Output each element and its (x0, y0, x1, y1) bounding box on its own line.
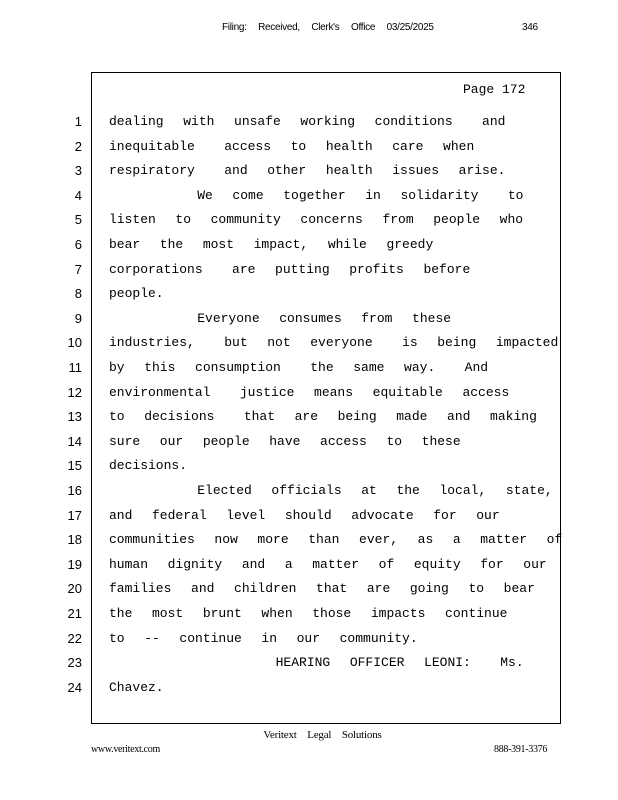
line-text: industries, but not everyone is being impacted (109, 335, 559, 351)
line-text: to -- continue in our community. (109, 630, 418, 646)
transcript-line (0, 188, 618, 212)
filing-office-2: Office (350, 22, 376, 33)
transcript-line (0, 532, 618, 556)
line-number: 12 (67, 384, 82, 400)
filing-status: Received, (258, 22, 300, 33)
line-text: by this consumption the same way. And (109, 360, 489, 375)
line-text: people. (109, 286, 164, 302)
footer-company-2: Legal (307, 729, 332, 741)
line-number: 19 (67, 556, 82, 572)
transcript-line (0, 212, 618, 236)
transcript-line (0, 335, 618, 359)
line-number: 8 (74, 286, 82, 302)
line-number: 17 (67, 507, 82, 523)
line-text: sure our people have access to these (109, 433, 461, 449)
transcript-line (0, 483, 618, 507)
transcript-line (0, 631, 618, 655)
transcript-line (0, 434, 618, 458)
line-text: Chavez. (109, 679, 164, 695)
line-number: 4 (74, 187, 82, 203)
transcript-line (0, 385, 618, 409)
transcript-line (0, 409, 618, 433)
line-number: 24 (67, 679, 82, 695)
line-text: respiratory and other health issues arise. (109, 163, 506, 179)
line-text: inequitable access to health care when (109, 138, 475, 154)
line-number: 3 (74, 163, 82, 179)
line-text: human dignity and a matter of equity for our (109, 556, 547, 572)
footer-phone: 888-391-3376 (494, 744, 548, 755)
line-number: 7 (74, 261, 82, 277)
transcript-line (0, 458, 618, 482)
line-text: Elected officials at the local, state, (109, 483, 553, 498)
line-number: 18 (67, 532, 82, 548)
transcript-line (0, 655, 618, 679)
filing-date: 03/25/2025 (386, 22, 434, 33)
line-text: decisions. (109, 458, 188, 474)
transcript-line (0, 114, 618, 138)
line-text: the most brunt when those impacts continue (109, 606, 508, 621)
line-number: 6 (74, 237, 82, 252)
line-number: 1 (74, 114, 82, 129)
transcript-line (0, 680, 618, 704)
line-number: 14 (67, 433, 82, 449)
footer-website: www.veritext.com (91, 744, 160, 755)
line-number: 11 (68, 360, 82, 375)
line-text: to decisions that are being made and making (109, 409, 537, 425)
line-number: 23 (67, 655, 82, 671)
line-text: corporations are putting profits before (109, 261, 471, 277)
footer-company-1: Veritext (263, 729, 297, 741)
line-text: dealing with unsafe working conditions and (109, 114, 506, 129)
filing-header (222, 22, 443, 33)
footer-company-3: Solutions (341, 729, 382, 741)
filing-page-number: 346 (522, 22, 538, 33)
line-text: bear the most impact, while greedy (109, 237, 434, 252)
line-number: 13 (67, 409, 82, 425)
transcript-line (0, 237, 618, 261)
transcript-line (0, 262, 618, 286)
line-text: Everyone consumes from these (109, 310, 452, 326)
transcript-line (0, 606, 618, 630)
line-number: 20 (67, 581, 82, 597)
transcript-line (0, 360, 618, 384)
transcript-line (0, 286, 618, 310)
transcript-line (0, 508, 618, 532)
transcript-line (0, 311, 618, 335)
line-text: and federal level should advocate for our (109, 507, 500, 523)
line-number: 2 (74, 138, 82, 154)
transcript-page-label: Page 172 (463, 82, 526, 97)
line-number: 10 (67, 335, 82, 351)
line-text: communities now more than ever, as a matter of (109, 532, 563, 548)
line-text: We come together in solidarity to (109, 187, 524, 203)
filing-office-1: Clerk's (311, 22, 340, 33)
line-text: listen to community concerns from people who (109, 212, 524, 228)
line-number: 15 (67, 458, 82, 474)
line-number: 22 (67, 630, 82, 646)
line-number: 21 (67, 606, 82, 621)
footer-company (0, 729, 618, 741)
transcript-line (0, 139, 618, 163)
transcript-line (0, 163, 618, 187)
line-text: families and children that are going to bear (109, 581, 535, 597)
transcript-line (0, 557, 618, 581)
filing-label: Filing: (222, 22, 247, 33)
line-text: environmental justice means equitable access (109, 384, 510, 400)
line-number: 5 (74, 212, 82, 228)
line-number: 9 (74, 310, 82, 326)
line-number: 16 (67, 483, 82, 498)
line-text: HEARING OFFICER LEONI: Ms. (109, 655, 524, 671)
transcript-line (0, 581, 618, 605)
